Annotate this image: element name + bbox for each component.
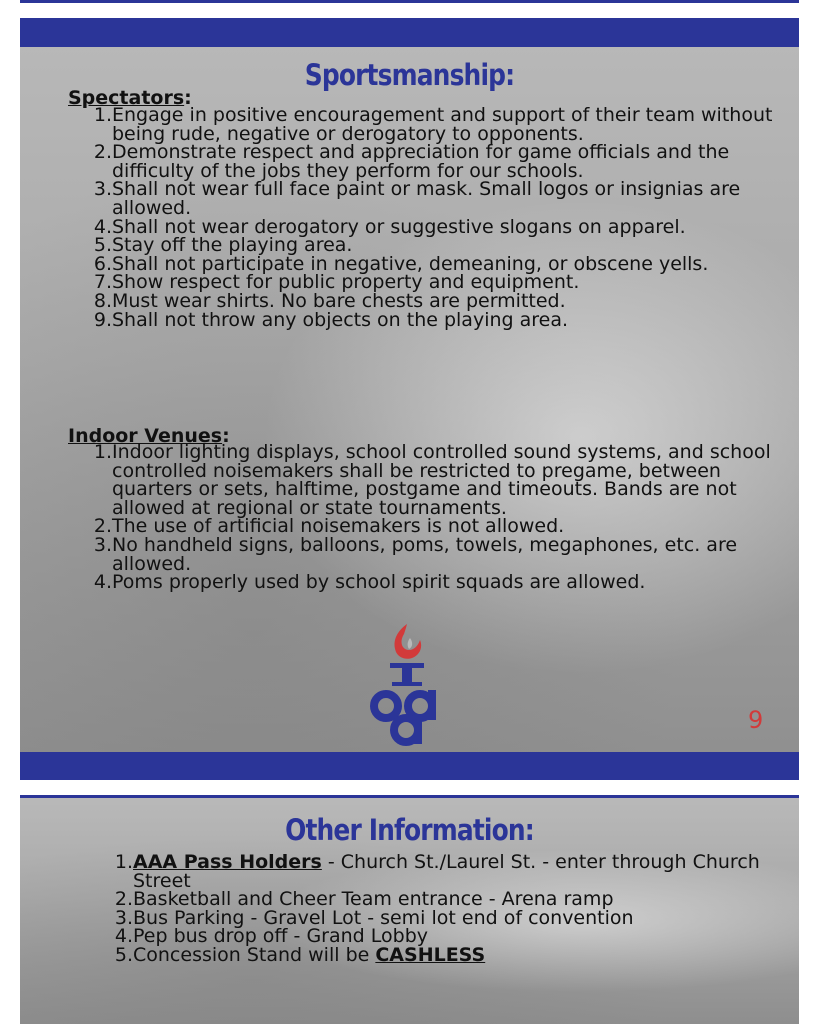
pass-holders-label: AAA Pass Holders — [133, 851, 322, 873]
page-number: 9 — [748, 706, 764, 734]
indoor-venues-subheading: Indoor Venues: — [68, 425, 230, 447]
spectators-list — [87, 106, 787, 329]
aaa-torch-logo-icon — [366, 620, 448, 748]
list-item: 3. No handheld signs, balloons, poms, towels, megaphones, etc. are allowed. — [93, 533, 738, 575]
list-item: 1. Engage in positive encouragement and support of their team without being rude, negative or derogatory to opponents. — [93, 104, 773, 145]
header-band — [20, 18, 799, 47]
card-top-divider — [20, 795, 799, 798]
indoor-venues-list — [87, 443, 787, 592]
list-item: 4. Poms properly used by school spirit squads are allowed. — [93, 571, 646, 594]
sportsmanship-heading: Sportsmanship: — [304, 58, 515, 92]
sportsmanship-card — [20, 18, 799, 780]
other-information-heading: Other Information: — [285, 813, 534, 847]
list-item: 4. Shall not wear derogatory or suggestive slogans on apparel. — [93, 215, 686, 238]
list-item: 7. Show respect for public property and equipment. — [93, 271, 580, 294]
list-item: 5. Stay off the playing area. — [93, 234, 353, 257]
cashless-label: CASHLESS — [375, 943, 486, 966]
list-item: 2. Demonstrate respect and appreciation for game officials and the difficulty of the jobs they perform for our schools. — [93, 141, 730, 182]
list-item: 4. Pep bus drop off - Grand Lobby — [114, 925, 429, 948]
top-divider — [20, 0, 799, 3]
list-item: 1. AAA Pass Holders - Church St./Laurel St. - enter through Church Street — [114, 851, 760, 892]
list-item: 3. Shall not wear full face paint or mask. Small logos or insignias are allowed. — [93, 178, 741, 219]
list-item: 9. Shall not throw any objects on the playing area. — [93, 308, 569, 331]
indoor-venues-label: Indoor Venues — [68, 425, 223, 447]
spectators-subheading: Spectators: — [68, 87, 192, 109]
list-item: 8. Must wear shirts. No bare chests are permitted. — [93, 289, 566, 312]
list-item: 3. Bus Parking - Gravel Lot - semi lot end of convention — [114, 906, 634, 929]
list-item: 2. Basketball and Cheer Team entrance - Arena ramp — [114, 888, 614, 911]
spectators-label: Spectators — [68, 87, 185, 109]
list-item: 2. The use of artificial noisemakers is not allowed. — [93, 515, 565, 538]
other-information-card — [20, 795, 799, 1024]
footer-band — [20, 752, 799, 780]
list-item: 6. Shall not participate in negative, demeaning, or obscene yells. — [93, 252, 709, 275]
list-item: 1. Indoor lighting displays, school controlled sound systems, and school controlled noisemakers shall be restricted to pregame, between quarters or sets, halftime, postgame and timeouts. Bands are not allowed at regional or state tournaments. — [93, 441, 771, 519]
other-information-list — [108, 853, 768, 965]
list-item: 5. Concession Stand will be CASHLESS — [114, 943, 486, 966]
